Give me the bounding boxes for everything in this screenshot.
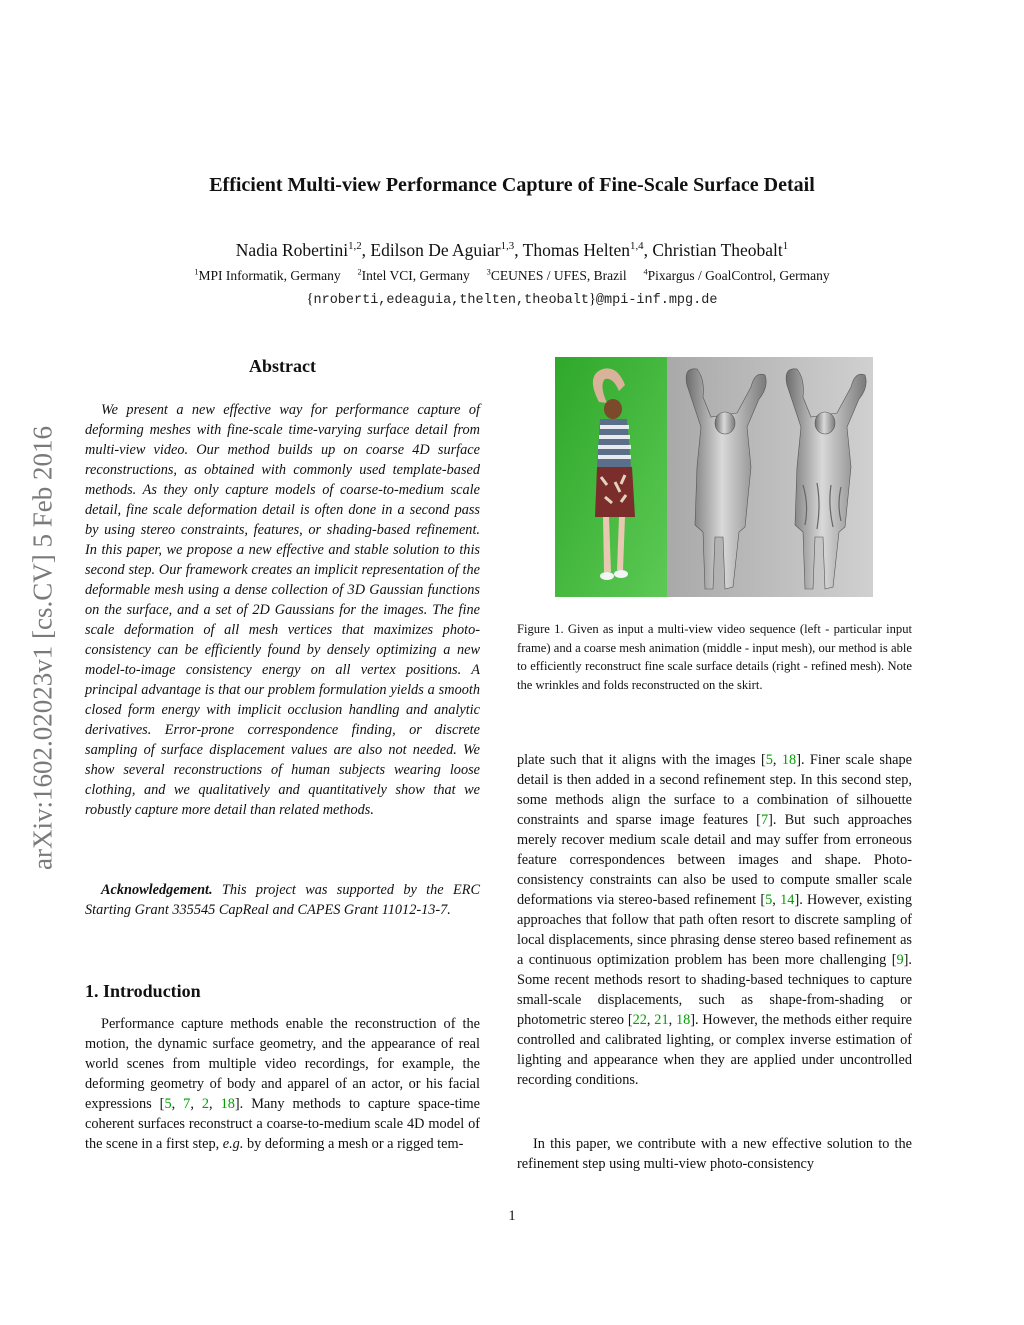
paper-title: Efficient Multi-view Performance Capture of Fine-Scale Surface Detail — [209, 174, 815, 196]
affiliation: $^2$Intel VCI, Germany — [357, 267, 470, 283]
page-number: 1 — [508, 1208, 516, 1224]
right-column-paragraph: plate such that it aligns with the images [5, 18]. Finer scale shape detail is then added in a second refinement step. In this second step, some methods align the surface to a combination of silhouette constraints and sparse image features [7]. But such approaches merely recover medium scale detail and may suffer from erroneous feature correspondences between images and shape. Photo-consistency constraints can also be used to compute smaller scale deformations via stereo-based refinement [5, 14]. However, existing approaches that follow that path often resort to discrete sampling of local displacements, since phrasing dense stereo based refinement as a continuous optimization problem has been more challenging [9]. Some recent methods resort to shading-based techniques to capture small-scale displacements, such as shape-from-shading or photometric stereo [22, 21, 18]. However, the methods either require controlled and calibrated lighting, or complex inverse estimation of lighting and appearance when they are applied under uncontrolled recording conditions. — [517, 752, 912, 1088]
abstract-heading: Abstract — [249, 356, 316, 376]
citation-link[interactable]: 18 — [781, 752, 797, 768]
citation-link[interactable]: 7 — [183, 1096, 191, 1112]
affiliation-list — [0, 268, 1024, 284]
author: Christian Theobalt$^1$ — [652, 240, 789, 260]
author-emails: {nroberti,edeaguia,thelten,theobalt}@mpi-inf.mpg.de — [306, 291, 718, 308]
citation-link[interactable]: 7 — [760, 812, 769, 828]
citation-link[interactable]: 14 — [780, 892, 795, 908]
author: Edilson De Aguiar$^{1,3}$, — [370, 240, 523, 260]
citation-link[interactable]: 21 — [654, 1012, 669, 1028]
citation-link[interactable]: 5 — [164, 1096, 172, 1112]
citation-link[interactable]: 5 — [765, 752, 773, 768]
citation-link[interactable]: 18 — [675, 1012, 691, 1028]
citation-link[interactable]: 9 — [896, 952, 904, 968]
citation-link[interactable]: 2 — [201, 1096, 210, 1112]
affiliation: $^1$MPI Informatik, Germany — [194, 267, 341, 283]
citation-link[interactable]: 5 — [765, 892, 773, 908]
citation-link[interactable]: 22 — [632, 1012, 647, 1028]
abstract-body: We present a new effective way for performance capture of deforming meshes with fine-scale time-varying surface detail from multi-view video. Our method builds up on coarse 4D surface reconstructions, as obtained with commonly used template-based methods. As they only capture models of coarse-to-medium scale detail, fine scale deformation detail is often done in a second pass by using stereo constraints, features, or shading-based refinement. In this paper, we propose a new effective and stable solution to this second step. Our framework creates an implicit representation of the deformable mesh using a dense collection of 3D Gaussian functions on the surface, and a set of 2D Gaussians for the images. The fine scale deformation of all mesh vertices that maximizes photo-consistency can be efficiently found by densely optimizing a new model-to-image consistency energy on all vertex positions. A principal advantage is that our problem formulation yields a smooth closed form energy with implicit occlusion handling and analytic derivatives. Error-prone correspondence finding, or discrete sampling of surface displacement values are also not needed. We show several reconstructions of human subjects wearing loose clothing, and we qualitatively and quantitatively show that we robustly capture more detail than related methods. — [85, 402, 480, 818]
arxiv-stamp: arXiv:1602.02023v1 [cs.CV] 5 Feb 2016 — [27, 426, 58, 870]
affiliation: $^3$CEUNES / UFES, Brazil — [486, 267, 627, 283]
figure-1-graphic — [555, 357, 873, 597]
author: Thomas Helten$^{1,4}$, — [522, 240, 653, 260]
right-column-paragraph-2: In this paper, we contribute with a new effective solution to the refinement step using multi-view photo-consistency — [517, 1136, 912, 1172]
figure-1-caption: Figure 1. Given as input a multi-view video sequence (left - particular input frame) and a coarse mesh animation (middle - input mesh), our method is able to efficiently reconstruct fine scale surface details (right - refined mesh). Note the wrinkles and folds reconstructed on the skirt. — [517, 622, 912, 692]
section-heading-introduction: 1. Introduction — [85, 981, 201, 1001]
citation-link[interactable]: 18 — [220, 1096, 235, 1112]
affiliation: $^4$Pixargus / GoalControl, Germany — [643, 267, 830, 283]
figure-1-image — [555, 357, 873, 597]
acknowledgement: Acknowledgement. This project was supported by the ERC Starting Grant 335545 CapReal and CAPES Grant 11012-13-7. — [85, 882, 480, 918]
author: Nadia Robertini$^{1,2}$, — [235, 240, 371, 260]
introduction-body: Performance capture methods enable the reconstruction of the motion, the dynamic surface geometry, and the appearance of real world scenes from multiple video recordings, for example, the deforming geometry of body and apparel of an actor, or his facial expressions [5, 7, 2, 18]. Many methods to capture space-time coherent surfaces reconstruct a coarse-to-medium scale 4D model of the scene in a first step, e.g. by deforming a mesh or a rigged tem- — [85, 1016, 481, 1152]
author-list — [0, 240, 1024, 261]
